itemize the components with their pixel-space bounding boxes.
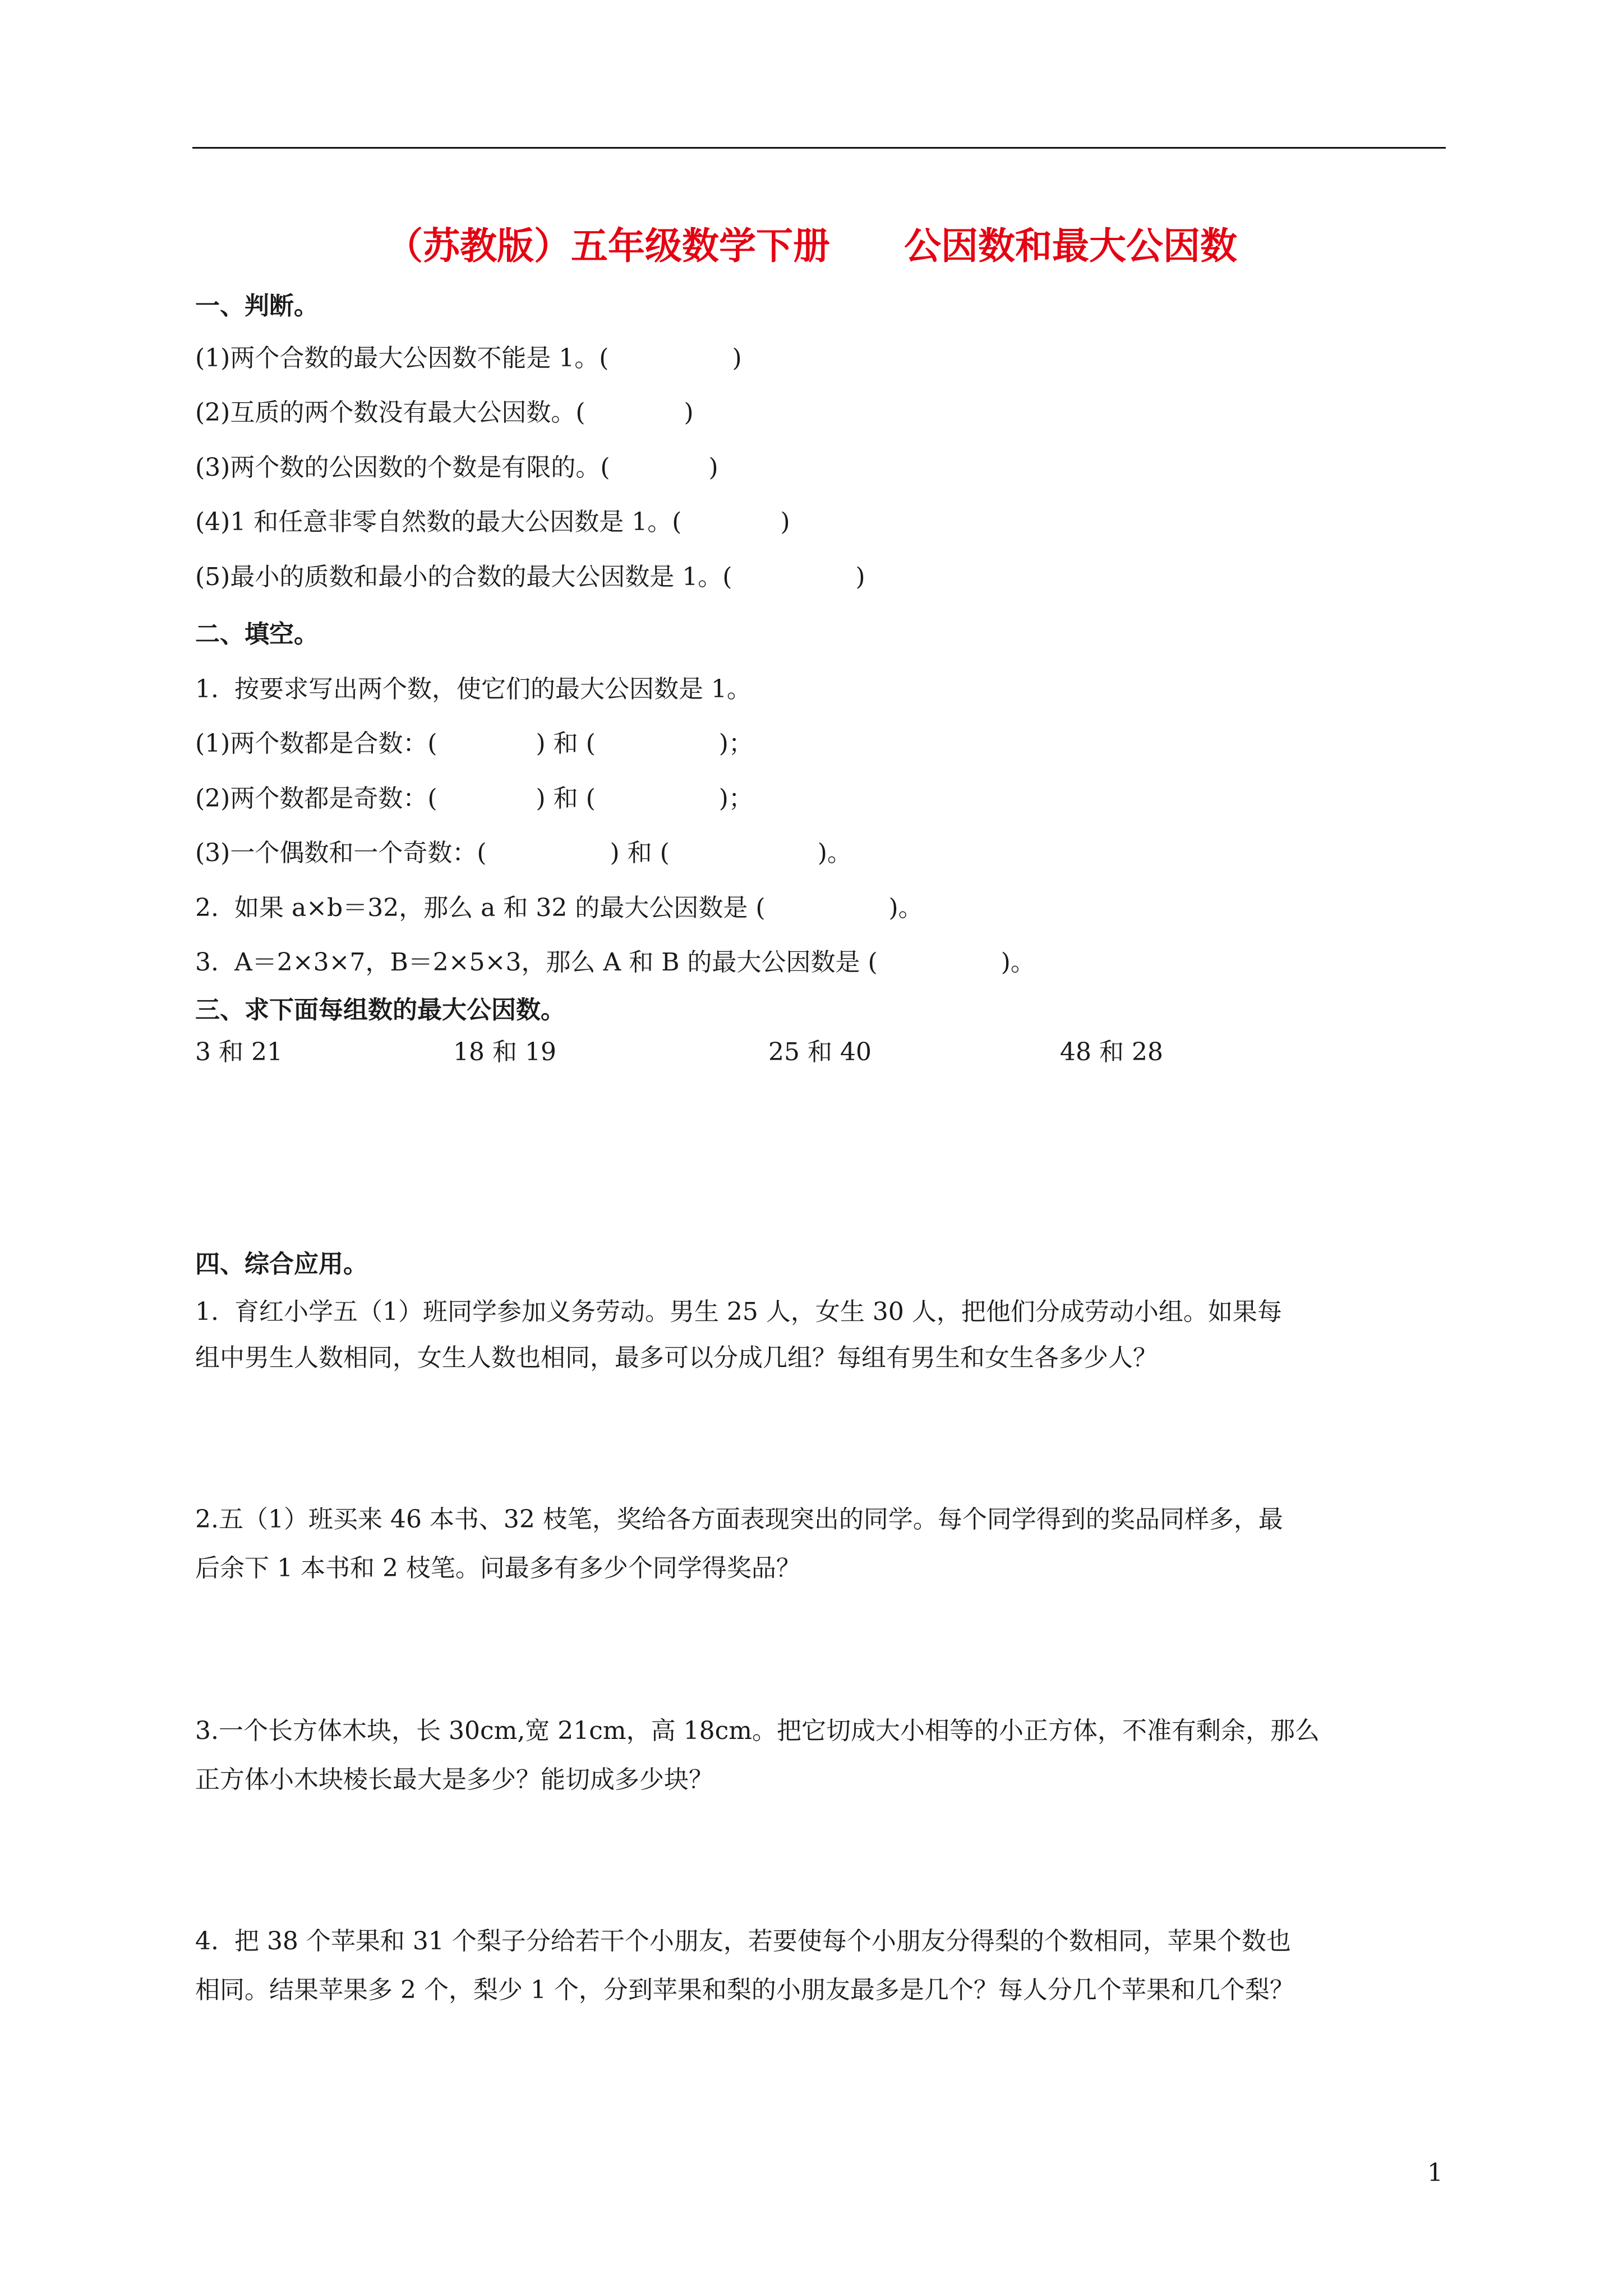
gcd-group: 18 和 19 (453, 1038, 556, 1066)
fill-item: (2)两个数都是奇数：( ) 和 ( )； (195, 784, 753, 813)
problem-line: 4. 把 38 个苹果和 31 个梨子分给若干个小朋友，若要使每个小朋友分得梨的个数相同，苹果个数也 (195, 1927, 1291, 1955)
page-title: （苏教版）五年级数学下册 公因数和最大公因数 (386, 224, 1237, 268)
problem-line: 1. 育红小学五（1）班同学参加义务劳动。男生 25 人，女生 30 人，把他们分成劳动小组。如果每 (195, 1297, 1282, 1326)
problem-line: 后余下 1 本书和 2 枝笔。问最多有多少个同学得奖品？ (195, 1554, 801, 1582)
section-heading-application: 四、综合应用。 (195, 1250, 368, 1278)
gcd-group: 3 和 21 (195, 1038, 283, 1066)
gcd-group: 25 和 40 (768, 1038, 872, 1066)
fill-item: 3. A＝2×3×7，B＝2×5×3，那么 A 和 B 的最大公因数是 ( )。 (195, 948, 1035, 977)
judge-item: (3)两个数的公因数的个数是有限的。( ) (195, 453, 718, 482)
judge-item: (5)最小的质数和最小的合数的最大公因数是 1。( ) (195, 563, 865, 591)
fill-item: (1)两个数都是合数：( ) 和 ( )； (195, 729, 753, 758)
problem-line: 正方体小木块棱长最大是多少？能切成多少块？ (195, 1765, 713, 1794)
judge-item: (2)互质的两个数没有最大公因数。( ) (195, 398, 694, 427)
section-heading-fill: 二、填空。 (195, 620, 319, 648)
fill-item: 2. 如果 a×b＝32，那么 a 和 32 的最大公因数是 ( )。 (195, 894, 923, 922)
gcd-group: 48 和 28 (1060, 1038, 1163, 1066)
problem-line: 相同。结果苹果多 2 个，梨少 1 个，分到苹果和梨的小朋友最多是几个？每人分几个苹果和几个梨？ (195, 1976, 1294, 2004)
problem-line: 2.五（1）班买来 46 本书、32 枝笔，奖给各方面表现突出的同学。每个同学得到的奖品同样多，最 (195, 1505, 1283, 1534)
section-heading-judge: 一、判断。 (195, 292, 319, 320)
problem-line: 组中男生人数相同，女生人数也相同，最多可以分成几组？每组有男生和女生各多少人？ (195, 1343, 1158, 1372)
judge-item: (1)两个合数的最大公因数不能是 1。( ) (195, 344, 742, 372)
page-number: 1 (1427, 2159, 1443, 2187)
problem-line: 3.一个长方体木块，长 30cm,宽 21cm，高 18cm。把它切成大小相等的小正方体，不准有剩余，那么 (195, 1717, 1320, 1745)
section-heading-gcd: 三、求下面每组数的最大公因数。 (195, 996, 565, 1024)
header-rule (192, 147, 1446, 149)
fill-item: 1. 按要求写出两个数，使它们的最大公因数是 1。 (195, 675, 751, 703)
fill-item: (3)一个偶数和一个奇数：( ) 和 ( )。 (195, 839, 852, 867)
judge-item: (4)1 和任意非零自然数的最大公因数是 1。( ) (195, 508, 790, 536)
